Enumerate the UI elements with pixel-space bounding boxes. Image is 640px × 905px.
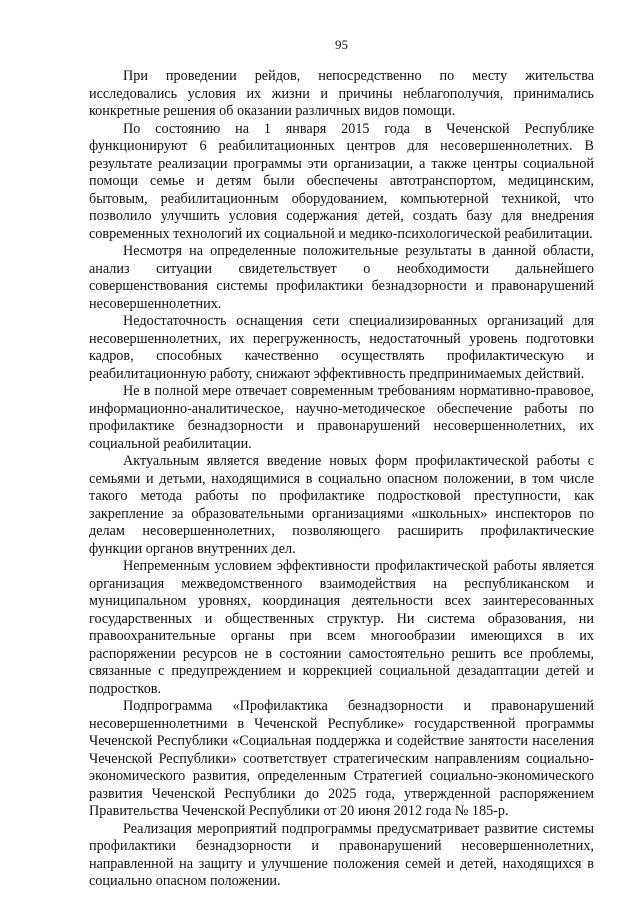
page-number: 95 (335, 37, 348, 52)
paragraph-subprogram: Подпрограмма «Профилактика безнадзорности и правонарушений несовершеннолетними в Чеченской Республике» государственной программы Чеченской Республики «Социальная поддержка и содействие занятости населения Чеченской Республики» соответствует стратегическим направлениям социально-экономического развития, определенным Стратегией социально-экономического развития Чеченской Республики до 2025 года, утвержденной распоряжением Правительства Чеченской Республики от 20 июня 2012 года № 185-р. (89, 698, 594, 819)
paragraph-regulatory-support: Не в полной мере отвечает современным требованиям нормативно-правовое, информационно-аналитическое, научно-методическое обеспечение работы по профилактике безнадзорности и правонарушений несовершеннолетних, их социальной реабилитации. (89, 383, 594, 452)
paragraph-raids: При проведении рейдов, непосредственно по месту жительства исследовались условия их жизни и причины неблагополучия, принимались конкретные решения об оказании различных видов помощи. (89, 68, 594, 119)
paragraph-implementation: Реализация мероприятий подпрограммы предусматривает развитие системы профилактики безнадзорности и правонарушений несовершеннолетних, направленной на защиту и улучшение положения семей и детей, находящихся в социально опасном положении. (89, 820, 594, 889)
paragraph-interagency: Непременным условием эффективности профилактической работы является организация межведомственного взаимодействия на республиканском и муниципальном уровнях, координация деятельности всех заинтересованных государственных и общественных структур. Ни система образования, ни правоохранительные органы при всем многообразии имеющихся в их распоряжении ресурсов не в состоянии самостоятельно решить все проблемы, связанные с предупреждением и коррекцией социальной дезадаптации детей и подростков. (89, 558, 594, 697)
paragraph-new-forms: Актуальным является введение новых форм профилактической работы с семьями и детьми, находящимися в социально опасном положении, в том числе такого метода работы по профилактике подростковой преступности, как закрепление за образовательными организациями «школьных» инспекторов по делам несовершеннолетних, позволяющего расширить профилактические функции органов внутренних дел. (89, 453, 594, 557)
paragraph-rehab-centers: По состоянию на 1 января 2015 года в Чеченской Республике функционируют 6 реабилитационных центров для несовершеннолетних. В результате реализации программы эти организации, а также центры социальной помощи семье и детям были обеспечены автотранспортом, медицинским, бытовым, реабилитационным оборудованием, компьютерной техникой, что позволило улучшить условия содержания детей, создать базу для внедрения современных технологий их социальной и медико-психологической реабилитации. (89, 120, 594, 242)
paragraph-improvement-need: Несмотря на определенные положительные результаты в данной области, анализ ситуации свидетельствует о необходимости дальнейшего совершенствования системы профилактики безнадзорности и правонарушений несовершеннолетних. (89, 243, 594, 312)
paragraph-insufficient-equipment: Недостаточность оснащения сети специализированных организаций для несовершеннолетних, их перегруженность, недостаточный уровень подготовки кадров, способных качественно осуществлять профилактическую и реабилитационную работу, снижают эффективность предпринимаемых действий. (89, 313, 594, 382)
